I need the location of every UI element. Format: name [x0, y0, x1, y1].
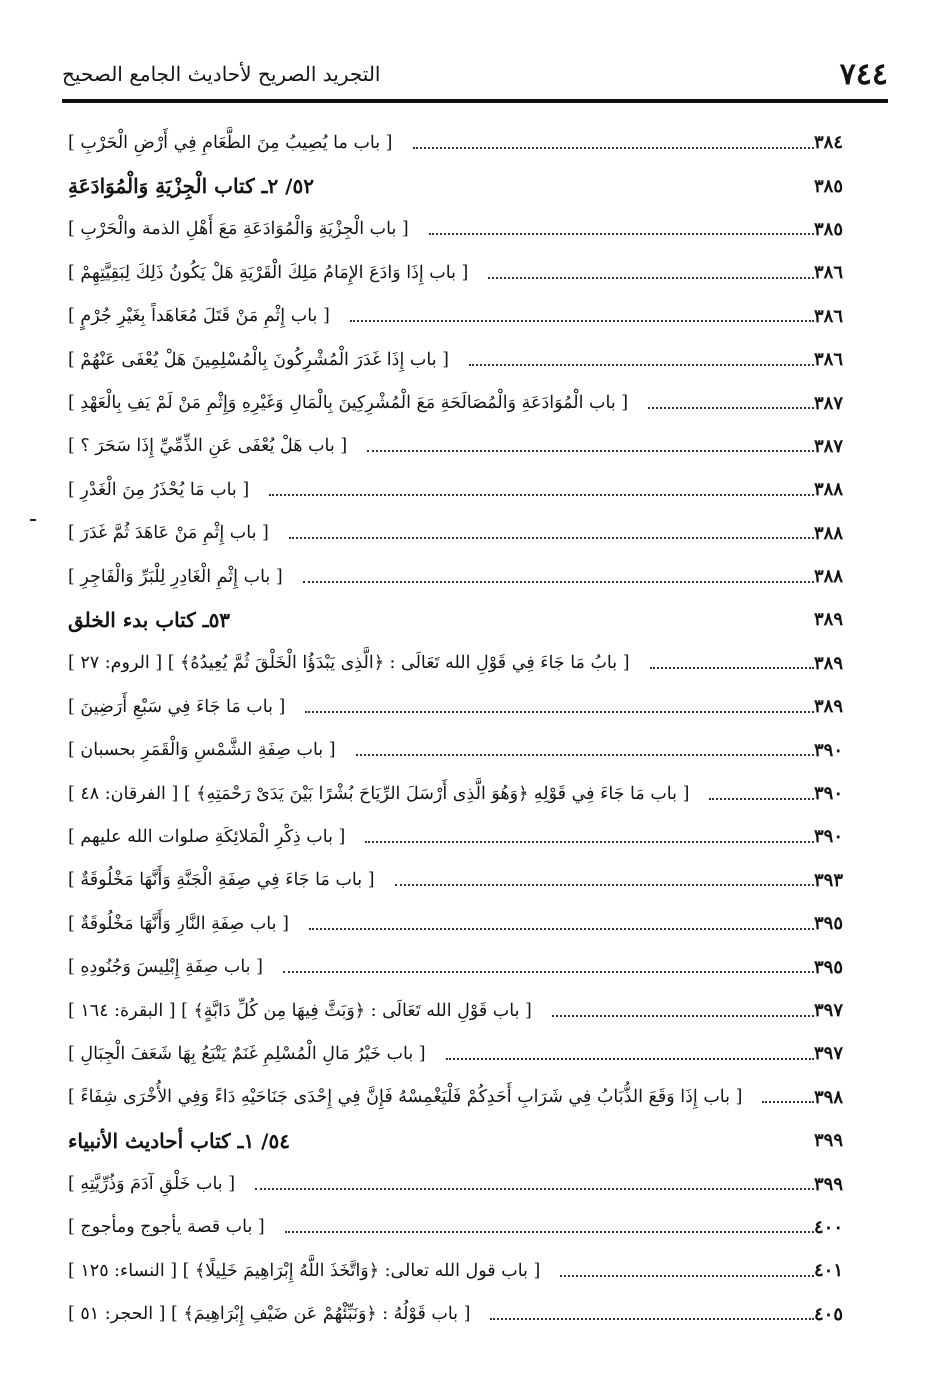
toc-entry-title: ٥٣ـ كتاب بدء الخلق [68, 607, 231, 632]
dot-leader [309, 928, 814, 930]
toc-entry-title: [ باب هَلْ يُعْفَى عَنِ الذِّمِّيِّ إِذَا سَحَرَ ؟ ] [68, 436, 348, 457]
toc-entry-page: ٣٨٥ [814, 218, 844, 240]
toc-entry-title: [ باب مَا جَاءَ فِي سَبْعِ أَرَضِينَ ] [68, 696, 286, 717]
dot-leader [303, 581, 814, 583]
toc-entry-title: [ باب قَوْلُهُ : ﴿وَنَبِّئْهُمْ عَن ضَيْفِ إِبْرَاهِيمَ﴾ ] [ الحجر: ٥١ ] [68, 1304, 471, 1325]
toc-entry-page: ٤٠٥ [814, 1303, 844, 1325]
toc-entry [62, 555, 866, 598]
dot-leader [413, 147, 814, 149]
dot-leader [283, 971, 814, 973]
toc-entry-page: ٣٩٥ [814, 913, 844, 935]
toc-entry-title: [ باب صِفَةِ النَّارِ وَأَنَّهَا مَخْلُوقَةٌ ] [68, 913, 289, 934]
toc-entry [62, 902, 866, 945]
toc-entry-title: [ باب مَا جَاءَ فِي صِفَةِ الْجَنَّةِ وَأَنَّهَا مَخْلُوقَةٌ ] [68, 870, 375, 891]
toc-entry-page: ٤٠١ [814, 1260, 844, 1282]
toc-entry [62, 425, 866, 468]
table-of-contents [62, 121, 866, 1336]
toc-entry [62, 338, 866, 381]
toc-entry [62, 685, 866, 728]
toc-entry-page: ٣٩٩ [814, 1173, 844, 1195]
toc-entry-title: [ باب إِثْمِ مَنْ عَاهَدَ ثُمَّ غَدَرَ ] [68, 523, 269, 544]
toc-entry-title: [ باب إِذَا وَقَعَ الذُّبَابُ فِي شَرَابِ أَحَدِكُمْ فَلْيَغْمِسْهُ فَإِنَّ فِي إِحْدَى جَنَاحَيْهِ دَاءً وَفِي الأُخْرَى شِفَاءً ] [68, 1087, 743, 1108]
toc-book-heading [62, 1119, 866, 1162]
toc-entry [62, 468, 866, 511]
toc-entry-title: [ باب إِذَا وَادَعَ الإِمَامُ مَلِكَ الْقَرْيَةِ هَلْ يَكُونُ ذَلِكَ لِبَقِيَّتِهِمْ ] [68, 262, 469, 283]
toc-entry [62, 815, 866, 858]
toc-entry-title: [ باب قصة يأجوج ومأجوج ] [68, 1217, 265, 1238]
toc-entry-page: ٣٨٦ [814, 349, 844, 371]
toc-entry-title: [ باب صِفَةِ الشَّمْسِ وَالْقَمَرِ بحسبان ] [68, 740, 336, 761]
dot-leader [269, 494, 814, 496]
toc-entry-title: [ باب الْمُوَادَعَةِ وَالْمُصَالَحَةِ مَعَ الْمُشْرِكِينَ بِالْمَالِ وَغَيْرِهِ وَإِثْمِ مَنْ لَمْ يَفِ بِالْعَهْدِ ] [68, 393, 629, 414]
toc-entry-title: [ باب مَا جَاءَ فِي قَوْلِهِ ﴿وَهُوَ الَّذِى أَرْسَلَ الرِّيَاحَ بُشْرًا بَيْنَ يَدَىْ رَحْمَتِهِ﴾ ] [ الفرقان: ٤٨ ] [68, 783, 690, 804]
toc-entry-page: ٣٨٧ [814, 435, 844, 457]
dot-leader [429, 233, 814, 235]
toc-entry-title: [ باب ما يُصِيبُ مِنَ الطَّعَامِ فِي أَرْضِ الْحَرْبِ ] [68, 132, 393, 153]
toc-book-heading [62, 598, 866, 641]
dot-leader [490, 1318, 814, 1320]
dot-leader [552, 1015, 814, 1017]
toc-entry-page: ٣٨٩ [814, 696, 844, 718]
toc-entry-title: [ باب خَلْقِ آدَمَ وَذُرِّيَّتِهِ ] [68, 1174, 236, 1195]
dot-leader [648, 407, 814, 409]
toc-entry [62, 208, 866, 251]
toc-entry-page: ٤٠٠ [814, 1216, 844, 1238]
toc-entry [62, 728, 866, 771]
dot-leader [709, 798, 814, 800]
toc-entry-page: ٣٨٨ [814, 522, 844, 544]
toc-entry-title: [ باب قول الله تعالى: ﴿وَاتَّخَذَ اللَّهُ إِبْرَاهِيمَ خَلِيلًا﴾ ] [ النساء: ١٢٥ ] [68, 1260, 541, 1281]
toc-entry-title: [ باب الْجِزْيَةِ وَالْمُوَادَعَةِ مَعَ أَهْلِ الذمة والْحَرْبِ ] [68, 219, 409, 240]
dot-leader [762, 1101, 814, 1103]
dot-leader [356, 754, 814, 756]
toc-entry [62, 1293, 866, 1336]
dot-leader [350, 320, 814, 322]
toc-entry [62, 381, 866, 424]
toc-entry-page: ٣٩٨ [814, 1086, 844, 1108]
toc-entry [62, 1206, 866, 1249]
toc-entry [62, 1162, 866, 1205]
toc-entry-title: [ باب إِذَا غَدَرَ الْمُشْرِكُونَ بِالْمُسْلِمِينَ هَلْ يُعْفَى عَنْهُمْ ] [68, 349, 449, 370]
toc-entry-page: ٣٩٥ [814, 956, 844, 978]
toc-entry [62, 859, 866, 902]
dot-leader [289, 537, 814, 539]
toc-entry-page: ٣٨٤ [814, 132, 844, 154]
toc-entry-title: [ باب قَوْلِ الله تَعَالَى : ﴿وَبَثَّ فِيهَا مِن كُلِّ دَابَّةٍ﴾ ] [ البقرة: ١٦٤ ] [68, 1000, 532, 1021]
dot-leader [290, 1145, 814, 1147]
toc-entry [62, 1032, 866, 1075]
toc-entry-page: ٣٨٦ [814, 262, 844, 284]
dot-leader [446, 1058, 814, 1060]
dot-leader [305, 711, 814, 713]
dot-leader [560, 1275, 814, 1277]
toc-entry-page: ٣٨٨ [814, 479, 844, 501]
toc-entry-page: ٣٩٧ [814, 1043, 844, 1065]
toc-entry-page: ٣٩٣ [814, 869, 844, 891]
toc-entry-page: ٣٩٠ [814, 783, 844, 805]
dot-leader [469, 364, 814, 366]
header-rule [62, 99, 888, 103]
page-header [62, 54, 888, 94]
toc-entry [62, 512, 866, 555]
toc-entry-page: ٣٨٩ [814, 652, 844, 674]
toc-entry [62, 295, 866, 338]
toc-entry-page: ٣٩٠ [814, 739, 844, 761]
running-title: التجريد الصريح لأحاديث الجامع الصحيح [62, 62, 381, 86]
dot-leader [650, 667, 814, 669]
dot-leader [314, 190, 814, 192]
toc-entry-page: ٣٩٧ [814, 1000, 844, 1021]
toc-entry-title: [ باب خَيْرُ مَالِ الْمُسْلِمِ غَنَمٌ يَتْبَعُ بِهَا شَعَفَ الْجِبَالِ ] [68, 1043, 426, 1064]
toc-entry [62, 121, 866, 164]
toc-entry-title: ٥٢/ ٢ـ كتاب الْجِزْيَةِ وَالْمُوَادَعَةِ [68, 174, 314, 199]
toc-entry-title: ٥٤/ ١ـ كتاب أحاديث الأنبياء [68, 1128, 290, 1153]
toc-entry-title: [ بابُ مَا جَاءَ فِي قَوْلِ الله تَعَالَى : ﴿الَّذِى يَبْدَؤُا الْخَلْقَ ثُمَّ يُعِيدُهُ﴾ ] [ الروم: ٢٧ ] [68, 653, 630, 674]
toc-entry [62, 1076, 866, 1119]
page-number: ٧٤٤ [839, 56, 888, 92]
toc-entry-page: ٣٨٧ [814, 392, 844, 414]
toc-entry [62, 1249, 866, 1292]
toc-entry [62, 642, 866, 685]
toc-entry-title: [ باب صِفَةِ إِبْلِيسَ وَجُنُودِهِ ] [68, 957, 263, 978]
toc-entry [62, 251, 866, 294]
toc-entry-page: ٣٨٨ [814, 566, 844, 588]
toc-entry-title: [ باب إِثْمِ مَنْ قَتَلَ مُعَاهَداً بِغَيْرِ جُرْمٍ ] [68, 306, 330, 327]
toc-entry-title: [ باب ذِكْرِ الْمَلائِكَةِ صلوات الله عليهم ] [68, 826, 346, 847]
toc-entry-page: ٣٩٩ [814, 1130, 844, 1152]
toc-entry-title: [ باب مَا يُحْذَرُ مِنَ الْغَدْرِ ] [68, 479, 250, 500]
toc-entry [62, 945, 866, 988]
toc-entry-title: [ باب إِثْمِ الْغَادِرِ لِلْبَرِّ وَالْفَاجِرِ ] [68, 566, 283, 587]
dot-leader [285, 1231, 814, 1233]
toc-entry-page: ٣٨٥ [814, 175, 844, 197]
toc-book-heading [62, 164, 866, 207]
toc-entry-page: ٣٨٩ [814, 609, 844, 631]
dot-leader [367, 450, 814, 452]
toc-entry [62, 989, 866, 1032]
toc-entry-page: ٣٩٠ [814, 826, 844, 848]
toc-entry-page: ٣٨٦ [814, 305, 844, 327]
dot-leader [255, 1188, 814, 1190]
toc-entry [62, 772, 866, 815]
dot-leader [488, 277, 814, 279]
dot-leader [365, 841, 814, 843]
dot-leader [230, 624, 814, 626]
dot-leader [395, 884, 814, 886]
margin-mark [30, 519, 36, 521]
